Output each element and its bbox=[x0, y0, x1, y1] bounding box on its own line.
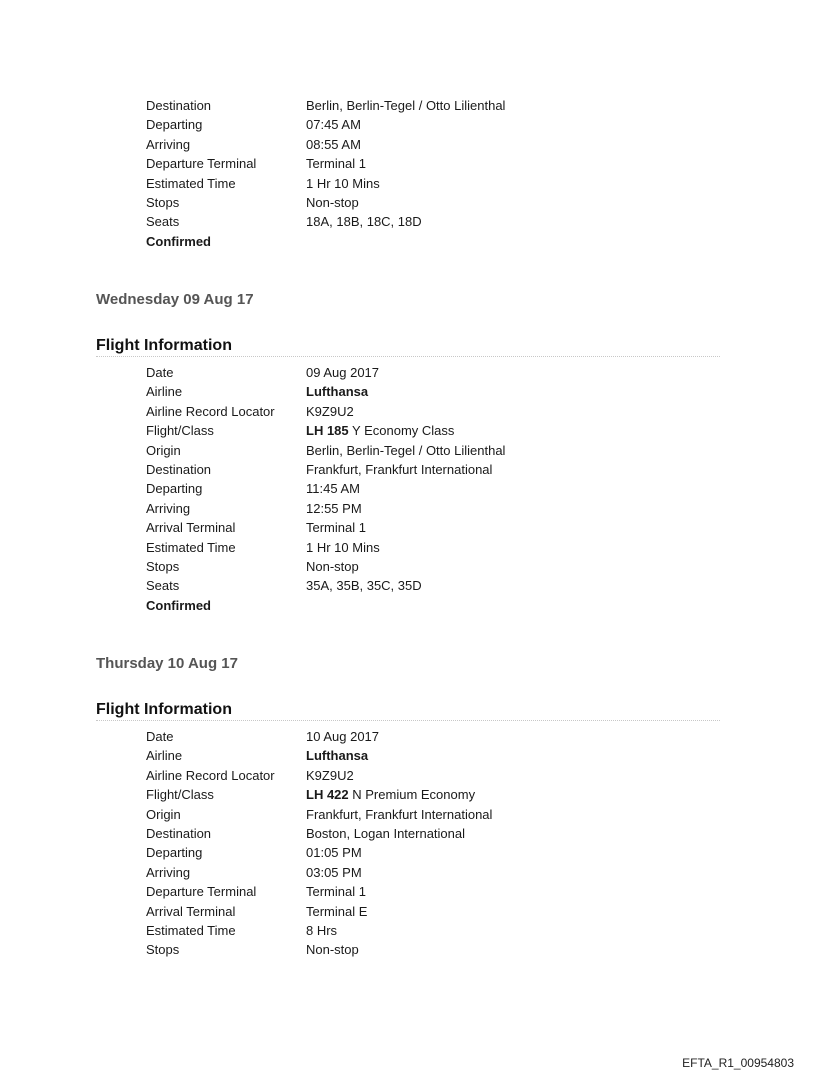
detail-label: Estimated Time bbox=[146, 922, 236, 938]
detail-row-airline bbox=[146, 746, 706, 765]
detail-row-seats bbox=[146, 212, 706, 231]
airline-name: Lufthansa bbox=[306, 384, 369, 400]
detail-label: Arriving bbox=[146, 500, 191, 516]
detail-row-date bbox=[146, 363, 706, 382]
detail-row-stops bbox=[146, 193, 706, 212]
detail-label: Stops bbox=[146, 558, 180, 574]
detail-row-flight-class bbox=[146, 785, 706, 804]
detail-value: 8 Hrs bbox=[306, 922, 338, 938]
detail-value: Terminal E bbox=[306, 903, 368, 919]
detail-label: Arrival Terminal bbox=[146, 903, 236, 919]
detail-label: Departing bbox=[146, 117, 203, 133]
detail-label: Flight/Class bbox=[146, 423, 214, 439]
flight-number: LH 185 bbox=[306, 423, 349, 439]
detail-label: Estimated Time bbox=[146, 175, 236, 191]
detail-label: Flight/Class bbox=[146, 787, 214, 803]
document-id: EFTA_R1_00954803 bbox=[682, 1056, 794, 1070]
detail-row-arriving bbox=[146, 135, 706, 154]
previous-flight-details bbox=[146, 96, 706, 251]
detail-label: Stops bbox=[146, 194, 180, 210]
detail-row-estimated-time bbox=[146, 174, 706, 193]
detail-value: Terminal 1 bbox=[306, 156, 366, 172]
section-title-flight-information: Flight Information bbox=[96, 337, 720, 357]
detail-value: Non-stop bbox=[306, 942, 359, 958]
detail-row-departing bbox=[146, 115, 706, 134]
detail-label: Estimated Time bbox=[146, 539, 236, 555]
detail-label: Seats bbox=[146, 214, 180, 230]
airline-name: Lufthansa bbox=[306, 748, 369, 764]
detail-label: Date bbox=[146, 365, 174, 380]
flight-details bbox=[146, 727, 706, 960]
day-heading: Thursday 10 Aug 17 bbox=[96, 655, 238, 672]
detail-row-departing bbox=[146, 843, 706, 862]
detail-value: K9Z9U2 bbox=[306, 767, 354, 783]
detail-value: 03:05 PM bbox=[306, 864, 362, 880]
detail-label: Arriving bbox=[146, 136, 191, 152]
detail-value: Frankfurt, Frankfurt International bbox=[306, 461, 493, 477]
cabin-class: Y Economy Class bbox=[352, 423, 455, 439]
detail-row-origin bbox=[146, 805, 706, 824]
detail-label: Seats bbox=[146, 578, 180, 594]
detail-value: Non-stop bbox=[306, 558, 359, 574]
detail-label: Arrival Terminal bbox=[146, 520, 236, 536]
detail-row-stops bbox=[146, 940, 706, 959]
detail-value: Terminal 1 bbox=[306, 520, 366, 536]
flight-number: LH 422 bbox=[306, 787, 349, 803]
detail-row-arrival-terminal bbox=[146, 902, 706, 921]
detail-label: Airline bbox=[146, 748, 183, 764]
detail-row-record-locator bbox=[146, 766, 706, 785]
day-heading: Wednesday 09 Aug 17 bbox=[96, 291, 254, 308]
detail-value bbox=[306, 785, 475, 804]
detail-row-departing bbox=[146, 479, 706, 498]
booking-status: Confirmed bbox=[146, 597, 211, 613]
detail-row-destination bbox=[146, 824, 706, 843]
detail-row-departure-terminal bbox=[146, 154, 706, 173]
detail-label: Departure Terminal bbox=[146, 884, 257, 900]
detail-label: Stops bbox=[146, 942, 180, 958]
detail-value: Non-stop bbox=[306, 194, 359, 210]
detail-value: Berlin, Berlin-Tegel / Otto Lilienthal bbox=[306, 98, 506, 113]
detail-label: Destination bbox=[146, 461, 212, 477]
detail-row-departure-terminal bbox=[146, 882, 706, 901]
flight-details bbox=[146, 363, 706, 615]
detail-row-record-locator bbox=[146, 402, 706, 421]
detail-row-arriving bbox=[146, 863, 706, 882]
detail-label: Origin bbox=[146, 442, 181, 458]
detail-value: 07:45 AM bbox=[306, 117, 361, 133]
detail-label: Origin bbox=[146, 806, 181, 822]
detail-row-destination bbox=[146, 460, 706, 479]
detail-row-estimated-time bbox=[146, 921, 706, 940]
detail-value: 18A, 18B, 18C, 18D bbox=[306, 214, 422, 230]
detail-row-estimated-time bbox=[146, 538, 706, 557]
detail-value: 01:05 PM bbox=[306, 845, 362, 861]
detail-value: 10 Aug 2017 bbox=[306, 729, 380, 744]
detail-label: Departing bbox=[146, 845, 203, 861]
detail-label: Date bbox=[146, 729, 174, 744]
detail-row-stops bbox=[146, 557, 706, 576]
detail-label: Airline Record Locator bbox=[146, 403, 275, 419]
detail-label: Destination bbox=[146, 825, 212, 841]
detail-value: 35A, 35B, 35C, 35D bbox=[306, 578, 422, 594]
detail-label: Airline Record Locator bbox=[146, 767, 275, 783]
detail-value: Frankfurt, Frankfurt International bbox=[306, 806, 493, 822]
detail-label: Destination bbox=[146, 98, 212, 113]
detail-row-arriving bbox=[146, 499, 706, 518]
detail-value: 09 Aug 2017 bbox=[306, 365, 380, 380]
detail-value bbox=[306, 421, 454, 440]
detail-label: Departing bbox=[146, 481, 203, 497]
detail-label: Departure Terminal bbox=[146, 156, 257, 172]
detail-value: K9Z9U2 bbox=[306, 403, 354, 419]
cabin-class: N Premium Economy bbox=[352, 787, 476, 803]
detail-row-flight-class bbox=[146, 421, 706, 440]
detail-row-origin bbox=[146, 441, 706, 460]
detail-value: Berlin, Berlin-Tegel / Otto Lilienthal bbox=[306, 442, 506, 458]
detail-row-destination bbox=[146, 96, 706, 115]
detail-value: Terminal 1 bbox=[306, 884, 366, 900]
detail-row-seats bbox=[146, 576, 706, 595]
booking-status: Confirmed bbox=[146, 233, 211, 249]
detail-label: Airline bbox=[146, 384, 183, 400]
detail-row-airline bbox=[146, 382, 706, 401]
detail-value: 1 Hr 10 Mins bbox=[306, 539, 380, 555]
detail-row-arrival-terminal bbox=[146, 518, 706, 537]
detail-label: Arriving bbox=[146, 864, 191, 880]
detail-value: Boston, Logan International bbox=[306, 825, 466, 841]
detail-value: 11:45 AM bbox=[306, 481, 360, 497]
detail-row-date bbox=[146, 727, 706, 746]
section-title-flight-information: Flight Information bbox=[96, 701, 720, 721]
detail-value: 1 Hr 10 Mins bbox=[306, 175, 380, 191]
detail-value: 08:55 AM bbox=[306, 136, 361, 152]
detail-value: 12:55 PM bbox=[306, 500, 362, 516]
